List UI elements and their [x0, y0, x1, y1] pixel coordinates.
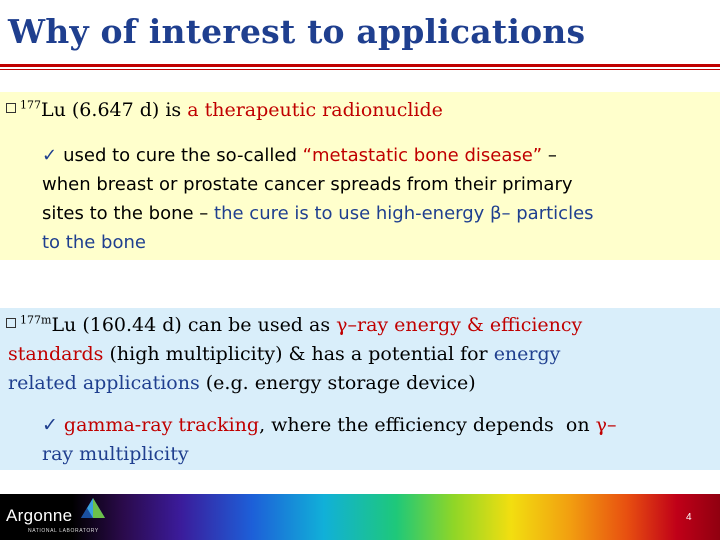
isotope-element: Lu — [41, 99, 66, 121]
section1-cure: the cure is to use high-energy β– particles — [214, 203, 594, 224]
section2-applications: related applications — [8, 372, 200, 394]
section2-energy: energy — [493, 343, 561, 365]
section2-check-line-1 — [42, 411, 616, 439]
square-bullet-icon — [6, 103, 16, 113]
isotope-mass: 177 — [20, 98, 41, 112]
section2-line-3 — [8, 369, 476, 397]
section2-heading-text: (160.44 d) can be used as — [76, 314, 337, 336]
section2-heading — [6, 311, 582, 339]
section1-highlight: a therapeutic radionuclide — [187, 99, 443, 121]
checkmark-icon: ✓ — [42, 145, 58, 166]
section1-text: used to cure the so-called — [63, 145, 303, 166]
section1-heading-text: (6.647 d) is — [65, 99, 188, 121]
section2-line-2 — [8, 340, 560, 368]
section2-tracking: gamma-ray tracking — [63, 414, 260, 436]
argonne-logo-subtitle: NATIONAL LABORATORY — [28, 528, 99, 534]
section1-dash: – — [542, 145, 557, 166]
slide-title: Why of interest to applications — [8, 12, 586, 51]
checkmark-icon: ✓ — [42, 414, 58, 436]
section2-text: (e.g. energy storage device) — [199, 372, 476, 394]
section1-check-line-1 — [42, 142, 557, 170]
square-bullet-icon — [6, 318, 16, 328]
section1-heading — [6, 96, 443, 124]
section1-text: sites to the bone – — [42, 203, 215, 224]
page-number: 4 — [686, 512, 692, 523]
section2-text: , where the efficiency depends on — [259, 414, 596, 436]
isotope-mass: 177m — [20, 313, 52, 327]
section1-cure-cont: to the bone — [42, 232, 146, 253]
argonne-logo-icon — [80, 497, 106, 521]
section2-text: (high multiplicity) & has a potential for — [103, 343, 494, 365]
section2-gamma: γ– — [595, 414, 617, 436]
section2-highlight: γ–ray energy & efficiency — [336, 314, 583, 336]
section1-disease: “metastatic bone disease” — [302, 145, 543, 166]
argonne-logo-text: Argonne — [6, 506, 73, 525]
section1-text: when breast or prostate cancer spreads from their primary — [42, 174, 573, 195]
footer-spectrum-bar — [0, 494, 720, 540]
title-rule-thin — [0, 69, 720, 70]
section1-check-line-2 — [42, 171, 573, 199]
section1-check-line-4 — [42, 229, 146, 257]
section1-check-line-3 — [42, 200, 594, 228]
section2-check-line-2 — [42, 440, 189, 468]
section2-multiplicity: ray multiplicity — [42, 443, 189, 465]
section-lu177m-box — [0, 308, 720, 470]
section2-standards: standards — [8, 343, 104, 365]
isotope-element: Lu — [51, 314, 77, 336]
section-lu177-box — [0, 92, 720, 260]
title-rule — [0, 64, 720, 67]
